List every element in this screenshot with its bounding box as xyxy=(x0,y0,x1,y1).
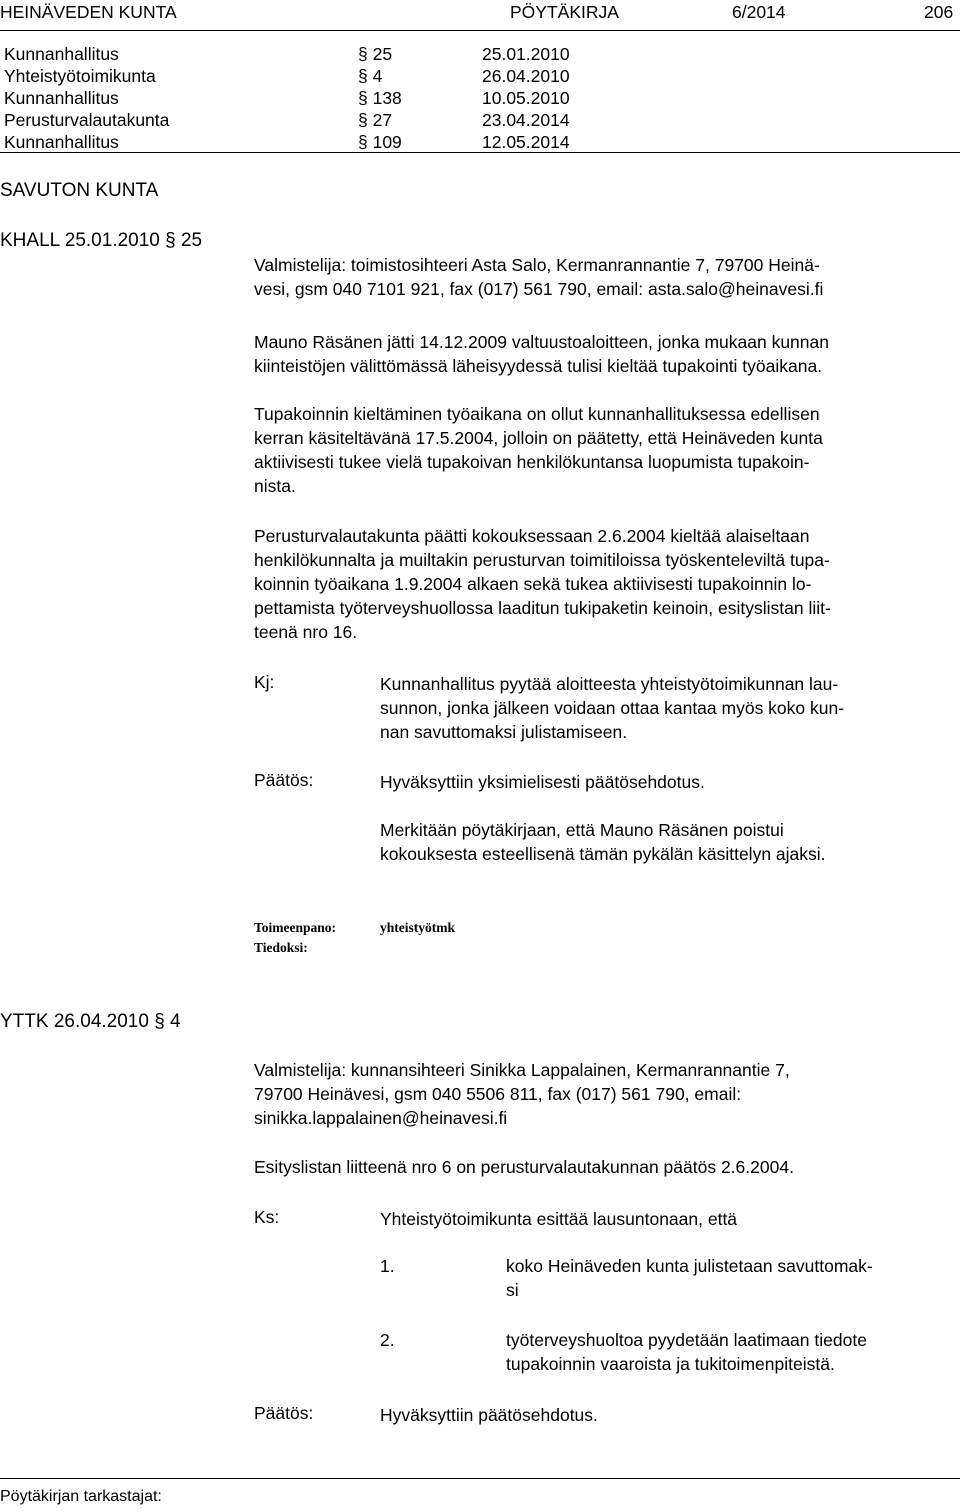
list-item-number: 1. xyxy=(380,1256,395,1276)
kj-proposal xyxy=(380,672,844,744)
khall-heading: KHALL 25.01.2010 § 25 xyxy=(0,230,203,251)
history-row xyxy=(4,65,156,87)
history-date: 26.04.2010 xyxy=(482,66,570,86)
text-line: pettamista työterveyshuollossa laaditun tukipaketin keinoin, esityslistan liit- xyxy=(254,598,831,618)
text-line: koinnin työaikana 1.9.2004 alkaen sekä tukea aktiivisesti tupakoinnin lo- xyxy=(254,574,812,594)
khall-paragraph-initiative xyxy=(254,330,954,378)
ks-label: Ks: xyxy=(254,1207,280,1227)
history-section: § 27 xyxy=(358,110,393,130)
text-line: si xyxy=(506,1280,519,1300)
page-number: 206 xyxy=(924,2,954,22)
ks-text: Yhteistyötoimikunta esittää lausuntonaan, että xyxy=(380,1209,738,1229)
yttk-paragraph-attachment: Esityslistan liitteenä nro 6 on perusturvalautakunnan päätös 2.6.2004. xyxy=(254,1157,794,1177)
text-line: vesi, gsm 040 7101 921, fax (017) 561 790, email: asta.salo@heinavesi.fi xyxy=(254,279,824,299)
history-body: Kunnanhallitus xyxy=(4,132,119,152)
yttk-heading: YTTK 26.04.2010 § 4 xyxy=(0,1011,181,1032)
execution-value: yhteistyötmk xyxy=(380,920,455,935)
text-line: Kunnanhallitus pyytää aloitteesta yhteistyötoimikunnan lau- xyxy=(380,674,839,694)
history-row xyxy=(4,43,119,65)
decision-label: Päätös: xyxy=(254,770,314,790)
text-line: Perusturvalautakunta päätti kokouksessaan 2.6.2004 kieltää alaiseltaan xyxy=(254,526,810,546)
text-line: Merkitään pöytäkirjaan, että Mauno Räsänen poistui xyxy=(380,820,784,840)
text-line: nan savuttomaksi julistamiseen. xyxy=(380,722,628,742)
khall-preparer xyxy=(254,253,954,301)
text-line: henkilökunnalta ja muiltakin perusturvan toimitiloissa työskenteleviltä tupa- xyxy=(254,550,830,570)
text-line: Valmistelija: toimistosihteeri Asta Salo, Kermanrannantie 7, 79700 Heinä- xyxy=(254,255,820,275)
text-line: koko Heinäveden kunta julistetaan savuttomak- xyxy=(506,1256,873,1276)
kj-label: Kj: xyxy=(254,672,275,692)
footer-divider xyxy=(0,1478,960,1479)
minutes-checkers-label: Pöytäkirjan tarkastajat: xyxy=(0,1488,162,1505)
history-body: Kunnanhallitus xyxy=(4,44,119,64)
text-line: nista. xyxy=(254,476,296,496)
text-line: kiinteistöjen välittömässä läheisyydessä tulisi kieltää tupakointi työaikana. xyxy=(254,356,823,376)
document-type: PÖYTÄKIRJA xyxy=(510,2,619,22)
khall-note xyxy=(380,818,826,866)
text-line: Tupakoinnin kieltäminen työaikana on ollut kunnanhallituksessa edellisen xyxy=(254,404,820,424)
yttk-preparer xyxy=(254,1058,954,1130)
history-row xyxy=(4,131,119,153)
history-body: Yhteistyötoimikunta xyxy=(4,66,156,86)
header-divider xyxy=(0,30,960,31)
text-line: sunnon, jonka jälkeen voidaan ottaa kantaa myös koko kun- xyxy=(380,698,845,718)
text-line: tupakoinnin vaaroista ja tukitoimenpiteistä. xyxy=(506,1354,835,1374)
information-label: Tiedoksi: xyxy=(254,940,308,955)
history-body: Perusturvalautakunta xyxy=(4,110,170,130)
history-section: § 138 xyxy=(358,88,402,108)
text-line: teenä nro 16. xyxy=(254,622,358,642)
text-line: Valmistelija: kunnansihteeri Sinikka Lappalainen, Kermanrannantie 7, xyxy=(254,1060,790,1080)
municipality-name: HEINÄVEDEN KUNTA xyxy=(0,2,177,22)
list-item xyxy=(506,1328,867,1376)
decision-text: Hyväksyttiin yksimielisesti päätösehdotus. xyxy=(380,772,705,792)
text-line: aktiivisesti tukee vielä tupakoivan henkilökuntansa luopumista tupakoin- xyxy=(254,452,810,472)
history-section: § 4 xyxy=(358,66,383,86)
history-date: 25.01.2010 xyxy=(482,44,570,64)
history-row xyxy=(4,109,169,131)
list-item-number: 2. xyxy=(380,1330,395,1350)
text-line: kerran käsiteltävänä 17.5.2004, jolloin on päätetty, että Heinäveden kunta xyxy=(254,428,823,448)
text-line: Mauno Räsänen jätti 14.12.2009 valtuustoaloitteen, jonka mukaan kunnan xyxy=(254,332,829,352)
text-line: sinikka.lappalainen@heinavesi.fi xyxy=(254,1108,508,1128)
history-section: § 25 xyxy=(358,44,393,64)
issue-number: 6/2014 xyxy=(732,2,786,22)
text-line: kokouksesta esteellisenä tämän pykälän käsittelyn ajaksi. xyxy=(380,844,826,864)
history-body: Kunnanhallitus xyxy=(4,88,119,108)
yttk-decision-label: Päätös: xyxy=(254,1403,314,1423)
list-item xyxy=(506,1254,873,1302)
execution-label: Toimeenpano: xyxy=(254,920,337,935)
history-divider xyxy=(0,152,960,153)
history-section: § 109 xyxy=(358,132,402,152)
text-line: työterveyshuoltoa pyydetään laatimaan tiedote xyxy=(506,1330,867,1350)
history-date: 23.04.2014 xyxy=(482,110,570,130)
text-line: 79700 Heinävesi, gsm 040 5506 811, fax (017) 561 790, email: xyxy=(254,1084,742,1104)
khall-paragraph-history xyxy=(254,402,954,498)
khall-paragraph-board xyxy=(254,524,954,644)
history-date: 10.05.2010 xyxy=(482,88,570,108)
yttk-decision-text: Hyväksyttiin päätösehdotus. xyxy=(380,1405,598,1425)
history-date: 12.05.2014 xyxy=(482,132,570,152)
history-row xyxy=(4,87,119,109)
document-title: SAVUTON KUNTA xyxy=(0,180,159,201)
